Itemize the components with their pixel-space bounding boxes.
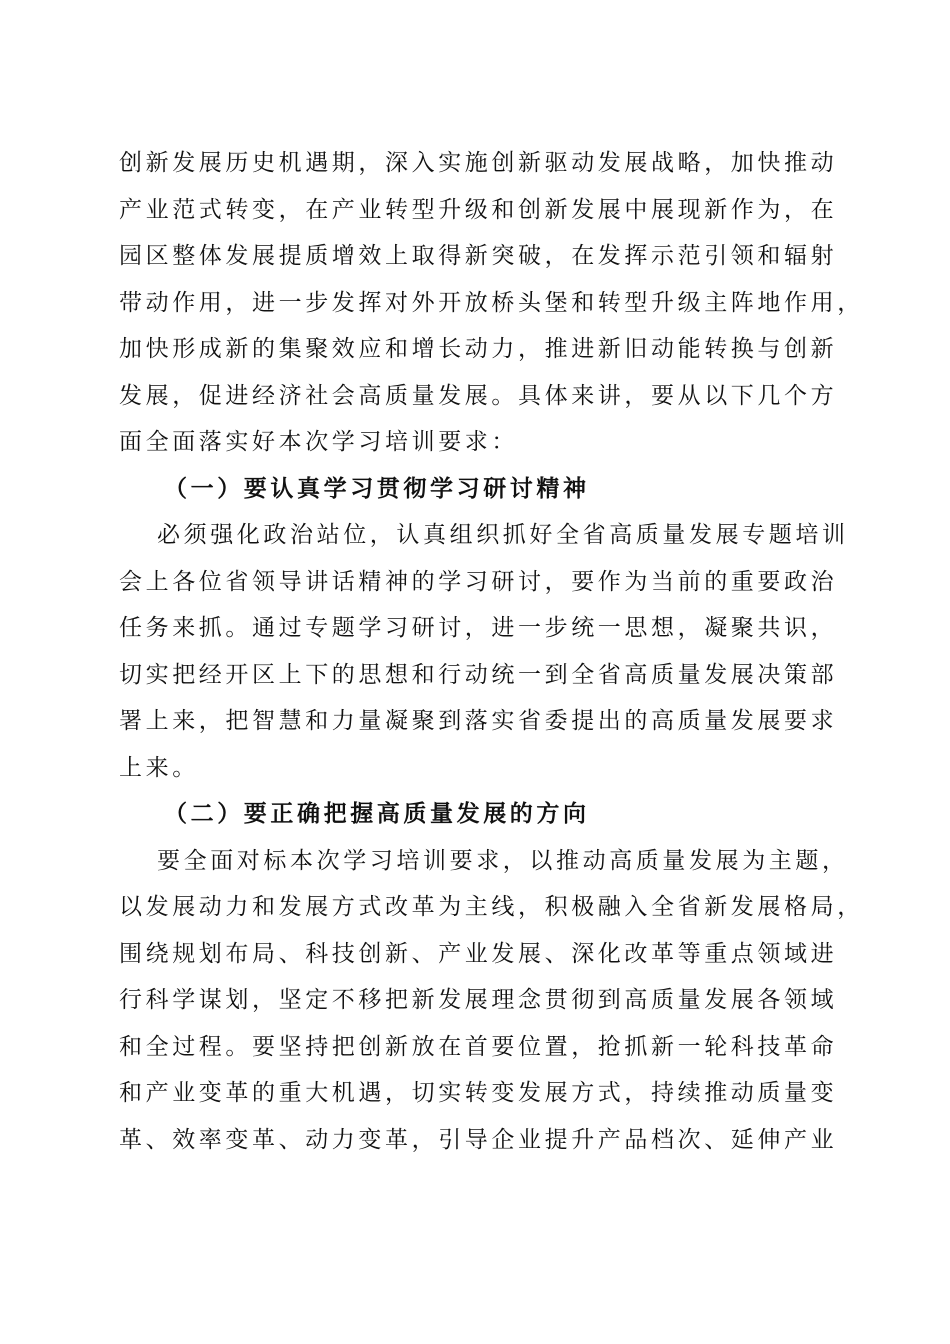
body-text-line: 署上来，把智慧和力量凝聚到落实省委提出的高质量发展要求: [119, 708, 838, 734]
section-heading-1: （一）要认真学习贯彻学习研讨精神: [164, 474, 590, 502]
body-text-line: 加快形成新的集聚效应和增长动力，推进新旧动能转换与创新: [119, 336, 838, 362]
body-text-line: 上来。: [119, 754, 199, 781]
body-text-line: 会上各位省领导讲话精神的学习研讨，要作为当前的重要政治: [119, 568, 838, 595]
body-text-line: 创新发展历史机遇期，深入实施创新驱动发展战略，加快推动: [119, 150, 838, 176]
body-text-line: 革、效率变革、动力变革，引导企业提升产品档次、延伸产业: [119, 1126, 838, 1153]
body-text-line: 产业范式转变，在产业转型升级和创新发展中展现新作为，在: [119, 196, 838, 223]
body-text-line: 任务来抓。通过专题学习研讨，进一步统一思想，凝聚共识，: [119, 615, 838, 641]
paragraph-first-line: 必须强化政治站位，认真组织抓好全省高质量发展专题培训: [157, 522, 849, 548]
body-text-line: 和产业变革的重大机遇，切实转变发展方式，持续推动质量变: [119, 1080, 838, 1106]
paragraph-first-line: 要全面对标本次学习培训要求，以推动高质量发展为主题，: [157, 847, 849, 874]
body-text-line: 行科学谋划，坚定不移把新发展理念贯彻到高质量发展各领域: [119, 987, 838, 1013]
body-text-line: 园区整体发展提质增效上取得新突破，在发挥示范引领和辐射: [119, 243, 838, 269]
body-text-line: 面全面落实好本次学习培训要求：: [119, 429, 518, 455]
body-text-line: 切实把经开区上下的思想和行动统一到全省高质量发展决策部: [119, 661, 838, 688]
document-body: [119, 140, 864, 1163]
section-heading-2: （二）要正确把握高质量发展的方向: [164, 800, 590, 827]
body-text-line: 带动作用，进一步发挥对外开放桥头堡和转型升级主阵地作用，: [119, 289, 864, 316]
body-text-line: 发展，促进经济社会高质量发展。具体来讲，要从以下几个方: [119, 382, 838, 409]
body-text-line: 围绕规划布局、科技创新、产业发展、深化改革等重点领域进: [119, 940, 838, 967]
body-text-line: 以发展动力和发展方式改革为主线，积极融入全省新发展格局，: [119, 894, 864, 920]
body-text-line: 和全过程。要坚持把创新放在首要位置，抢抓新一轮科技革命: [119, 1033, 838, 1060]
